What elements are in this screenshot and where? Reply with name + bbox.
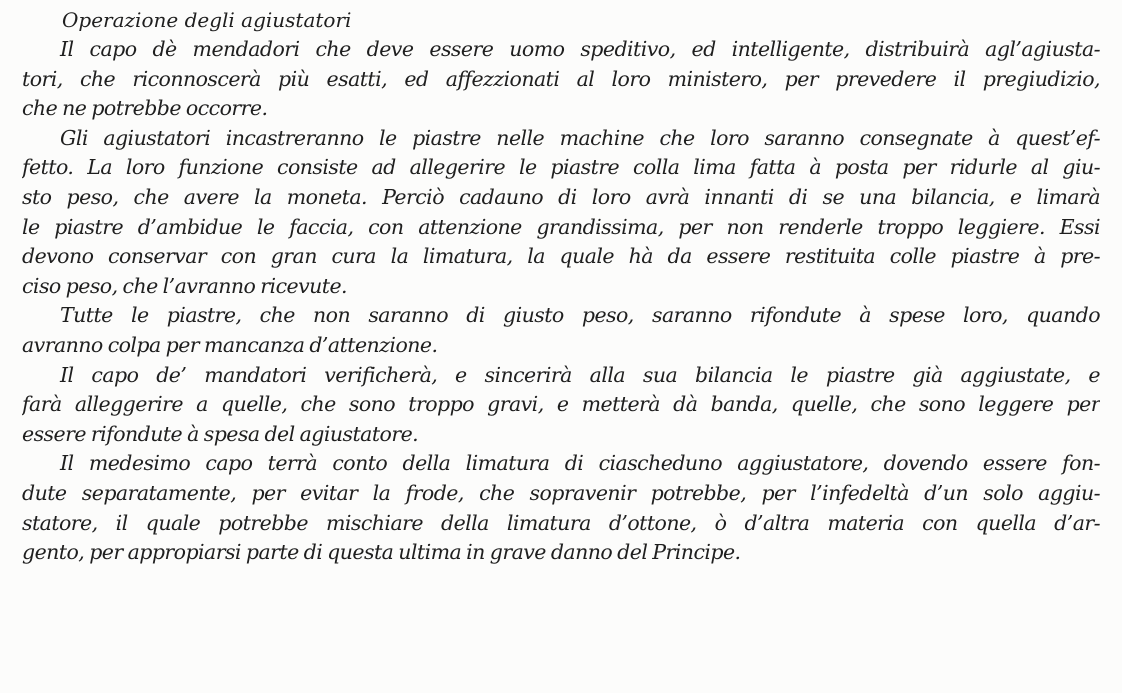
- paragraph-line: le piastre d’ambidue le faccia, con attenzione grandissima, per non renderle troppo leggiere. Essi: [22, 214, 1100, 239]
- paragraph-line: tori, che riconnoscerà più esatti, ed affezzionati al loro ministero, per prevedere il pregiudizio,: [22, 66, 1100, 91]
- paragraph-line: statore, il quale potrebbe mischiare della limatura d’ottone, ò d’altra materia con quella d’ar-: [22, 510, 1100, 535]
- paragraph-line: Il capo dè mendadori che deve essere uomo speditivo, ed intelligente, distribuirà agl’agiusta-: [60, 37, 1100, 61]
- paragraph-line: devono conservar con gran cura la limatura, la quale hà da essere restituita colle piastre à pre-: [22, 244, 1100, 269]
- section-heading: Operazione degli agiustatori: [62, 8, 352, 32]
- paragraph-5: [22, 449, 1100, 567]
- paragraph-line: essere rifondute à spesa del agiustatore.: [22, 421, 419, 446]
- paragraph-line: sto peso, che avere la moneta. Perciò cadauno di loro avrà innanti di se una bilancia, e limarà: [22, 184, 1100, 209]
- paragraph-line: Gli agiustatori incastreranno le piastre nelle machine che loro saranno consegnate à quest’ef-: [60, 125, 1100, 150]
- paragraph-line: dute separatamente, per evitar la frode, che sopravenir potrebbe, per l’infedeltà d’un solo aggiu-: [22, 480, 1100, 505]
- paragraph-line: Il medesimo capo terrà conto della limatura di ciascheduno aggiustatore, dovendo essere fon-: [60, 451, 1100, 476]
- paragraph-line: Il capo de’ mandatori verificherà, e sincerirà alla sua bilancia le piastre già aggiustate, e: [60, 362, 1100, 387]
- paragraph-line: ciso peso, che l’avranno ricevute.: [22, 273, 347, 298]
- paragraph-line: Tutte le piastre, che non saranno di giusto peso, saranno rifondute à spese loro, quando: [60, 303, 1100, 328]
- paragraph-line: che ne potrebbe occorre.: [22, 96, 268, 121]
- paragraph-line: gento, per appropiarsi parte di questa ultima in grave danno del Principe.: [22, 540, 741, 565]
- paragraph-1: [22, 35, 1100, 124]
- paragraph-4: [22, 361, 1100, 450]
- paragraph-line: fetto. La loro funzione consiste ad allegerire le piastre colla lima fatta à posta per ridurle al giu-: [22, 155, 1100, 180]
- paragraph-line: avranno colpa per mancanza d’attenzione.: [22, 332, 438, 357]
- paragraph-3: [22, 301, 1100, 360]
- paragraph-line: farà alleggerire a quelle, che sono troppo gravi, e metterà dà banda, quelle, che sono leggere per: [22, 392, 1100, 417]
- paragraph-2: [22, 124, 1100, 302]
